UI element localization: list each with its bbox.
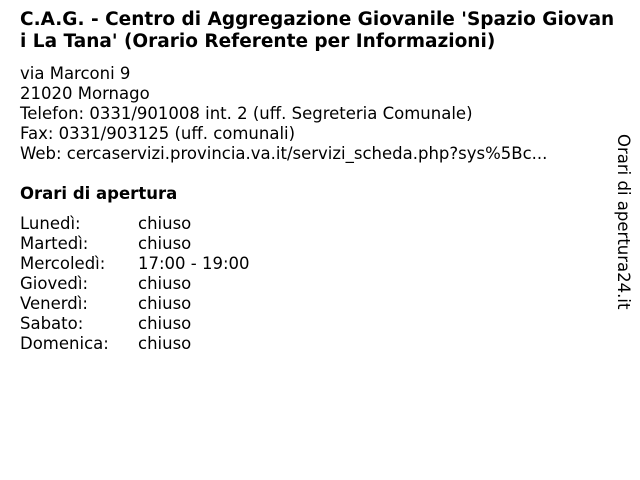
opening-hours-table: [20, 214, 320, 354]
hours-row-tuesday: [20, 234, 320, 254]
day-hours: chiuso: [138, 234, 192, 253]
day-label: Venerdì:: [20, 294, 88, 313]
day-label: Sabato:: [20, 314, 84, 333]
hours-row-friday: [20, 294, 320, 314]
fax-line: Fax: 0331/903125 (uff. comunali): [20, 124, 296, 143]
day-hours: chiuso: [138, 294, 192, 313]
day-hours: chiuso: [138, 334, 192, 353]
phone-line: Telefon: 0331/901008 int. 2 (uff. Segreteria Comunale): [20, 104, 473, 123]
day-label: Giovedì:: [20, 274, 88, 293]
day-hours: chiuso: [138, 274, 192, 293]
hours-row-thursday: [20, 274, 320, 294]
hours-row-wednesday: [20, 254, 320, 274]
day-hours: chiuso: [138, 214, 192, 233]
day-label: Lunedì:: [20, 214, 81, 233]
day-label: Domenica:: [20, 334, 109, 353]
address-street: via Marconi 9: [20, 64, 131, 83]
day-hours: 17:00 - 19:00: [138, 254, 250, 273]
hours-row-monday: [20, 214, 320, 234]
day-label: Martedì:: [20, 234, 89, 253]
day-label: Mercoledì:: [20, 254, 106, 273]
hours-row-saturday: [20, 314, 320, 334]
address-city: 21020 Mornago: [20, 84, 150, 103]
web-link[interactable]: Web: cercaservizi.provincia.va.it/servizi_scheda.php?sys%5Bc...: [20, 144, 548, 163]
opening-hours-heading: Orari di apertura: [20, 184, 178, 203]
page-title: C.A.G. - Centro di Aggregazione Giovanile 'Spazio Giovani La Tana' (Orario Referente per Informazioni): [20, 9, 615, 52]
day-hours: chiuso: [138, 314, 192, 333]
site-watermark: Orari di apertura24.it: [614, 134, 633, 310]
contact-info: [20, 64, 547, 164]
hours-row-sunday: [20, 334, 320, 354]
